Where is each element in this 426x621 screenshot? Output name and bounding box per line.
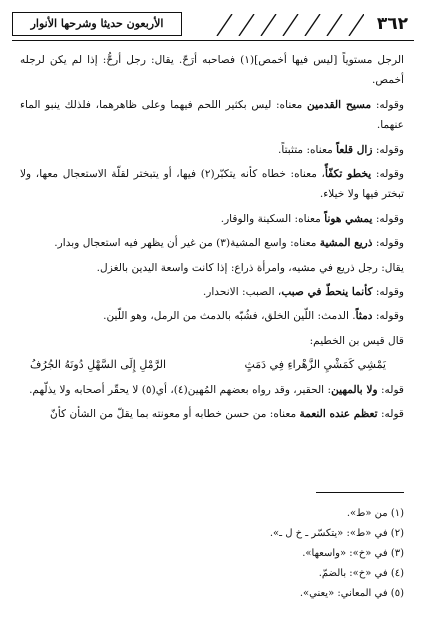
term: زال قلعاً <box>336 143 373 156</box>
term: دمثاً <box>355 310 373 323</box>
term: مسيح القدمين <box>307 98 372 111</box>
poem-verse <box>20 355 404 375</box>
paragraph: وقوله: مسيح القدمين معناه: ليس بكثير اللحم فيهما وعلى ظاهرهما، فلذلك ينبو الماء عنهما. <box>20 98 404 132</box>
header-ornament <box>214 14 364 36</box>
paragraph: وقوله: كأنما ينحطّ في صبب، الصبب: الانحدار. <box>202 286 404 299</box>
paragraph: قوله: ولا بالمهين: الحقير، وقد رواه بعضهم المُهين(٤)، أي(٥) لا يحقّر أصحابه ولا يذلّهم. <box>29 383 404 396</box>
page-header <box>12 12 414 38</box>
footnote: (٤) في «خ»: بالضمّ. <box>318 568 404 579</box>
footnote: (١) من «ط». <box>346 508 404 519</box>
footnote: (٣) في «خ»: «واسعها». <box>302 548 404 559</box>
term: ولا بالمهين <box>331 383 378 396</box>
main-text <box>20 50 404 429</box>
term: تعظم عنده النعمة <box>299 408 378 421</box>
verse-second-hemistich: الرَّمْلِ إِلَى السَّهْلِ دُونَهُ الجُرُفُ <box>30 358 167 372</box>
footnotes <box>104 504 404 604</box>
running-title: الأربعون حديثا وشرحها الأنوار <box>12 12 182 36</box>
paragraph: وقوله: ذريع المشية معناه: واسع المشية(٣) من غير أن يظهر فيه استعجال وبدار. <box>54 237 404 250</box>
paragraph: وقوله: زال قلعاً معناه: متثبتاً. <box>278 143 404 156</box>
paragraph: وقوله: يخطو تكفّأً، معناه: خطاه كأنه يتكبّر(٢) فيها، أو يتبختر لقلّة الاستعجال معها، ولا تبختر فيها ولا خيلاء. <box>20 168 404 201</box>
term: يخطو تكفّأً <box>324 168 372 181</box>
paragraph: قال قيس بن الخطيم: <box>309 334 404 347</box>
term: ذريع المشية <box>319 237 373 250</box>
paragraph: قوله: تعظم عنده النعمة معناه: من حسن خطابه أو معونته بما يقلّ من الشأن كأنّ <box>50 408 404 421</box>
paragraph: يقال: رجل ذريع في مشيه، وامرأة ذراع: إذا كانت واسعة اليدين بالغزل. <box>96 261 404 274</box>
paragraph: وقوله: دمثاً. الدمث: اللّين الخلق، فشُبّه بالدمث من الرمل، وهو اللّين. <box>103 310 404 323</box>
term: كأنما ينحطّ في صبب <box>281 286 373 299</box>
footnote-rule <box>316 492 404 493</box>
footnote: (٢) في «ط»: «يتكسّر ـ خ ل ـ». <box>269 528 404 539</box>
term: يمشي هوناً <box>324 212 373 225</box>
verse-first-hemistich: يَمْشِي كَمَشْيِ الزَّهْراءِ فِي دَمَثٍ <box>244 358 386 372</box>
paragraph: وقوله: يمشي هوناً معناه: السكينة والوقار. <box>220 212 404 225</box>
header-rule <box>12 40 414 41</box>
footnote: (٥) في المعاني: «يعني». <box>299 588 404 599</box>
page-number: ٣٦٢ <box>376 14 408 34</box>
paragraph: الرجل مستوياً [ليس فيها أخمص](١) فصاحبه أرَحّ. يقال: رجل أرحُّ: إذا لم يكن لرجله أخمص. <box>20 54 404 87</box>
